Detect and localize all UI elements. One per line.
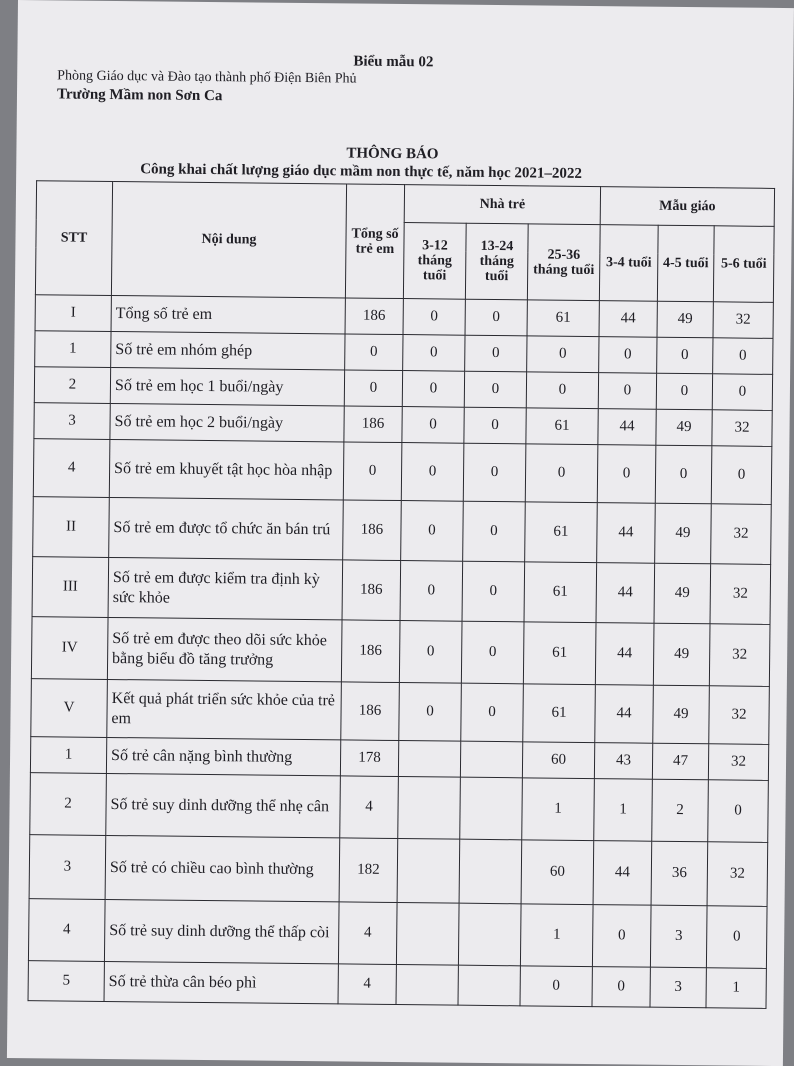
row-stt: 4 — [33, 439, 110, 498]
row-content: Số trẻ em được theo dõi sức khỏe bằng biểu đồ tăng trưởng — [107, 617, 342, 681]
row-value: 0 — [465, 335, 527, 372]
row-value: 44 — [593, 841, 652, 906]
row-total: 4 — [340, 776, 399, 839]
row-total: 186 — [341, 682, 400, 741]
table-row — [30, 773, 769, 843]
row-value: 3 — [650, 967, 706, 1008]
quality-table — [28, 180, 776, 1009]
row-value: 0 — [399, 621, 462, 684]
row-stt: III — [32, 557, 109, 618]
row-stt: II — [33, 497, 110, 558]
row-value: 49 — [653, 623, 710, 686]
table-row — [31, 679, 770, 745]
row-content: Số trẻ cân nặng bình thường — [106, 737, 340, 775]
row-value: 0 — [464, 371, 526, 408]
header-kindergarten-group: Mẫu giáo — [600, 187, 774, 227]
row-total: 0 — [344, 370, 402, 407]
row-total: 178 — [340, 740, 398, 777]
row-value: 0 — [400, 561, 463, 622]
row-value: 1 — [594, 779, 653, 842]
row-value — [460, 777, 523, 840]
row-value: 32 — [713, 302, 773, 339]
row-value: 0 — [464, 407, 526, 444]
row-stt: 4 — [28, 899, 105, 962]
row-value: 36 — [651, 841, 708, 906]
row-total: 186 — [345, 298, 403, 335]
row-total: 186 — [343, 500, 402, 561]
header-age-4-5y: 4-5 tuổi — [657, 225, 714, 302]
header-stt: STT — [35, 181, 112, 296]
row-value: 47 — [652, 743, 708, 780]
row-value: 0 — [592, 967, 650, 1008]
row-value: 3 — [650, 905, 707, 968]
row-value: 0 — [403, 299, 465, 336]
row-value: 32 — [711, 504, 772, 565]
row-value — [458, 903, 521, 966]
row-content: Số trẻ có chiều cao bình thường — [105, 835, 340, 901]
row-total: 0 — [343, 442, 402, 501]
table-row — [28, 899, 767, 969]
row-value: 0 — [657, 337, 713, 374]
row-value: 1 — [520, 904, 593, 967]
row-value: 0 — [592, 905, 651, 968]
row-value: 0 — [598, 373, 656, 410]
row-content: Kết quả phát triển sức khỏe của trẻ em — [107, 679, 342, 739]
row-value: 0 — [526, 372, 598, 409]
row-value: 44 — [595, 685, 654, 744]
header-content: Nội dung — [111, 182, 346, 298]
row-value: 0 — [655, 445, 712, 504]
row-value: 0 — [465, 299, 527, 336]
row-value: 49 — [657, 301, 713, 338]
row-total: 182 — [339, 838, 398, 903]
row-value: 0 — [520, 966, 592, 1007]
row-value — [459, 839, 522, 904]
row-value: 0 — [463, 443, 526, 502]
row-total: 186 — [342, 560, 401, 621]
row-value: 0 — [401, 443, 464, 502]
row-value: 0 — [399, 683, 462, 742]
row-value: 0 — [711, 446, 772, 505]
row-value: 61 — [525, 502, 598, 563]
row-total: 4 — [338, 964, 396, 1005]
row-value: 61 — [526, 408, 598, 445]
department-name: Phòng Giáo dục và Đào tạo thành phố Điện Biên Phủ — [57, 68, 357, 87]
header-nursery-group: Nhà trẻ — [404, 185, 600, 225]
row-value: 0 — [461, 621, 524, 684]
row-value — [396, 903, 459, 966]
row-value: 0 — [713, 338, 773, 375]
row-stt: V — [31, 679, 108, 738]
row-value — [460, 741, 522, 778]
row-value: 44 — [599, 301, 657, 338]
row-value — [458, 965, 520, 1006]
table-row — [33, 497, 772, 565]
row-value: 0 — [597, 445, 656, 504]
school-name: Trường Mầm non Sơn Ca — [56, 86, 223, 105]
row-content: Số trẻ em nhóm ghép — [111, 331, 345, 369]
row-value: 32 — [709, 624, 770, 687]
row-value: 60 — [522, 742, 594, 779]
row-stt: 3 — [34, 403, 110, 440]
header-age-13-24m: 13-24 tháng tuổi — [465, 223, 528, 300]
row-value: 49 — [654, 563, 711, 624]
row-value: 0 — [527, 336, 599, 373]
row-value: 32 — [712, 410, 772, 447]
row-value: 32 — [707, 842, 768, 907]
row-value: 60 — [521, 840, 594, 905]
row-content: Số trẻ thừa cân béo phì — [104, 961, 338, 1003]
row-stt: 1 — [35, 331, 111, 368]
row-value: 1 — [522, 778, 595, 841]
document-page — [7, 0, 794, 1066]
row-stt: I — [35, 295, 111, 332]
row-value: 49 — [653, 685, 710, 744]
row-stt: 2 — [30, 773, 107, 836]
row-total: 186 — [344, 406, 402, 443]
row-value — [396, 965, 458, 1006]
row-value: 0 — [461, 683, 524, 742]
row-value: 32 — [708, 744, 768, 781]
table-row — [29, 835, 768, 907]
row-value: 0 — [402, 407, 464, 444]
row-content: Số trẻ em được kiểm tra định kỳ sức khỏe — [108, 557, 343, 619]
row-value — [398, 777, 461, 840]
row-value: 0 — [656, 373, 712, 410]
row-stt: 3 — [29, 835, 106, 900]
form-code: Biểu mẫu 02 — [353, 53, 434, 71]
row-content: Tổng số trẻ em — [111, 295, 345, 333]
row-value: 49 — [656, 409, 712, 446]
row-value: 0 — [462, 561, 525, 622]
row-total: 0 — [345, 334, 403, 371]
row-value: 0 — [402, 371, 464, 408]
row-value: 1 — [706, 968, 766, 1009]
row-value: 44 — [598, 409, 656, 446]
row-total: 186 — [341, 620, 400, 683]
row-value: 0 — [525, 444, 598, 503]
row-stt: 2 — [34, 367, 110, 404]
table-row — [32, 557, 771, 625]
notice-subtitle: Công khai chất lượng giáo dục mầm non thực tế, năm học 2021–2022 — [140, 161, 583, 182]
table-row — [33, 439, 772, 505]
row-value: 0 — [599, 337, 657, 374]
row-value: 49 — [655, 503, 712, 564]
row-content: Số trẻ em được tổ chức ăn bán trú — [109, 497, 344, 559]
header-age-5-6y: 5-6 tuổi — [713, 226, 774, 303]
row-value: 0 — [463, 501, 526, 562]
row-value: 0 — [401, 501, 464, 562]
table-body — [28, 295, 773, 1009]
row-value: 0 — [708, 780, 769, 843]
row-value: 0 — [712, 374, 772, 411]
row-total: 4 — [338, 902, 397, 965]
row-content: Số trẻ suy dinh dưỡng thể nhẹ cân — [106, 773, 341, 837]
row-value: 32 — [709, 686, 770, 745]
notice-title: THÔNG BÁO — [346, 145, 439, 163]
row-content: Số trẻ em học 1 buổi/ngày — [110, 367, 344, 405]
row-value: 61 — [524, 562, 597, 623]
row-value: 44 — [595, 623, 654, 686]
header-total: Tổng số trẻ em — [345, 184, 404, 299]
row-value: 61 — [527, 300, 599, 337]
row-value: 43 — [594, 743, 652, 780]
row-stt: 1 — [30, 737, 106, 774]
row-content: Số trẻ em học 2 buổi/ngày — [110, 403, 344, 441]
row-value: 0 — [403, 335, 465, 372]
row-value: 0 — [706, 906, 767, 969]
table-row — [31, 617, 770, 687]
row-value — [398, 741, 460, 778]
row-value: 61 — [523, 622, 596, 685]
row-value: 44 — [596, 563, 655, 624]
row-content: Số trẻ em khuyết tật học hòa nhập — [109, 439, 344, 499]
header-age-25-36m: 25-36 tháng tuổi — [527, 224, 600, 301]
row-stt: IV — [31, 617, 108, 680]
table-row — [28, 961, 766, 1009]
header-age-3-12m: 3-12 tháng tuổi — [403, 223, 466, 300]
row-value — [397, 839, 460, 904]
header-age-3-4y: 3-4 tuổi — [599, 225, 658, 302]
row-stt: 5 — [28, 961, 104, 1002]
row-value: 61 — [523, 684, 596, 743]
row-value: 44 — [597, 503, 656, 564]
row-value: 2 — [652, 779, 709, 842]
row-content: Số trẻ suy dinh dưỡng thể thấp còi — [104, 899, 339, 963]
row-value: 32 — [710, 564, 771, 625]
